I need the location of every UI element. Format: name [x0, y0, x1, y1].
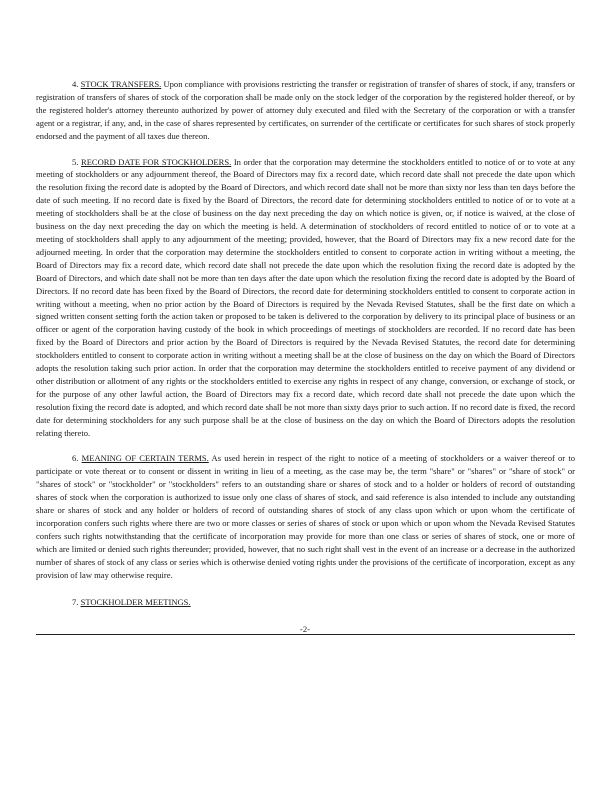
section-6-paragraph — [36, 452, 575, 581]
section-7-number: 7. — [72, 596, 79, 607]
section-6-number: 6. — [72, 453, 79, 464]
section-4-paragraph — [36, 78, 575, 143]
document-page — [36, 78, 575, 608]
section-5-body: In order that the corporation may determine the stockholders entitled to notice of or to vote at any meeting of stockholders or any adjournment thereof, the Board of Directors may fix a record date, which record date shall not precede the date upon which the resolution fixing the record date is adopted by the Board of Directors, and which record date shall not be more than sixty nor less than ten days before the date of such meeting. If no record date is fixed by the Board of Directors, the record date for determining stockholders entitled to notice of or to vote at a meeting of stockholders shall be at the close of business on the day next preceding the day on which notice is given, or, if notice is waived, at the close of business on the day next preceding the day on which the meeting is held. A determination of stockholders of record entitled to notice of or to vote at a meeting of stockholders shall apply to any adjournment of the meeting; provided, however, that the Board of Directors may fix a new record date for the adjourned meeting. In order that the corporation may determine the stockholders entitled to consent to corporate action in writing without a meeting, the Board of Directors may fix a record date, which record date shall not precede the date upon which the resolution fixing the record date is adopted by the Board of Directors, and which date shall not be more than ten days after the date upon which the resolution fixing the record date is adopted by the Board of Directors. If no record date has been fixed by the Board of Directors, the record date for determining stockholders entitled to consent to corporate action in writing without a meeting, when no prior action by the Board of Directors is required by the Nevada Revised Statutes, shall be the first date on which a signed written consent setting forth the action taken or proposed to be taken is delivered to the corporation by delivery to its principal place of business or an officer or agent of the corporation having custody of the book in which proceedings of meetings of stockholders are recorded. If no record date has been fixed by the Board of Directors and prior action by the Board of Directors is required by the Nevada Revised Statutes, the record date for determining stockholders entitled to consent to corporate action in writing without a meeting shall be at the close of business on the day on which the Board of Directors adopts the resolution taking such prior action. In order that the corporation may determine the stockholders entitled to receive payment of any dividend or other distribution or allotment of any rights or the stockholders entitled to exercise any rights in respect of any change, conversion, or exchange of stock, or for the purpose of any other lawful action, the Board of Directors may fix a record date, which record date shall not precede the date upon which the resolution fixing the record date is adopted, and which record date shall be not more than sixty days prior to such action. If no record date is fixed, the record date for determining stockholders for any such purpose shall be at the close of business on the day on which the Board of Directors adopts the resolution relating thereto. — [36, 156, 576, 438]
section-6-heading: MEANING OF CERTAIN TERMS. — [81, 453, 209, 464]
section-5-paragraph — [36, 156, 575, 440]
section-4-number: 4. — [72, 79, 79, 89]
section-5-number: 5. — [72, 156, 79, 167]
page-number: -2- — [300, 624, 310, 634]
section-4-heading: STOCK TRANSFERS. — [80, 79, 162, 89]
section-7-heading: STOCKHOLDER MEETINGS. — [80, 596, 191, 607]
section-7-paragraph — [36, 596, 575, 609]
section-4-body: Upon compliance with provisions restricting the transfer or registration of transfer of shares of stock, if any, transfers or registration of transfers of shares of stock of the corporation shall be made only on the stock ledger of the corporation by the registered holder thereof, or by the registered holder's attorney thereunto authorized by power of attorney duly executed and filed with the Secretary of the corporation or with a transfer agent or a registrar, if any, and, in the case of shares represented by certificates, on surrender of the certificate or certificates for such shares of stock properly endorsed and the payment of all taxes due thereon. — [36, 79, 575, 141]
section-6-body: As used herein in respect of the right to notice of a meeting of stockholders or a waiver thereof or to participate or vote thereat or to consent or dissent in writing in lieu of a meeting, as the case may be, the term "share" or "shares" or "share of stock" or "shares of stock" or "stockholder" or "stockholders" refers to an outstanding share or shares of stock and to a holder or holders of record of outstanding shares of stock when the corporation is authorized to issue only one class of shares of stock, and said reference is also intended to include any outstanding share or shares of stock and any holder or holders of record of outstanding shares of stock of any class upon which or upon whom the certificate of incorporation confers such rights where there are two or more classes or series of shares of stock or upon which or upon whom the Nevada Revised Statutes confers such rights notwithstanding that the certificate of incorporation may provide for more than one class or series of shares of stock, one or more of which are limited or denied such rights thereunder; provided, however, that no such right shall vest in the event of an increase or a decrease in the authorized number of shares of stock of any class or series which is otherwise denied voting rights under the provisions of the certificate of incorporation, except as any provision of law may otherwise require. — [36, 453, 575, 580]
section-5-heading: RECORD DATE FOR STOCKHOLDERS. — [81, 156, 232, 167]
footer-divider — [36, 634, 575, 635]
